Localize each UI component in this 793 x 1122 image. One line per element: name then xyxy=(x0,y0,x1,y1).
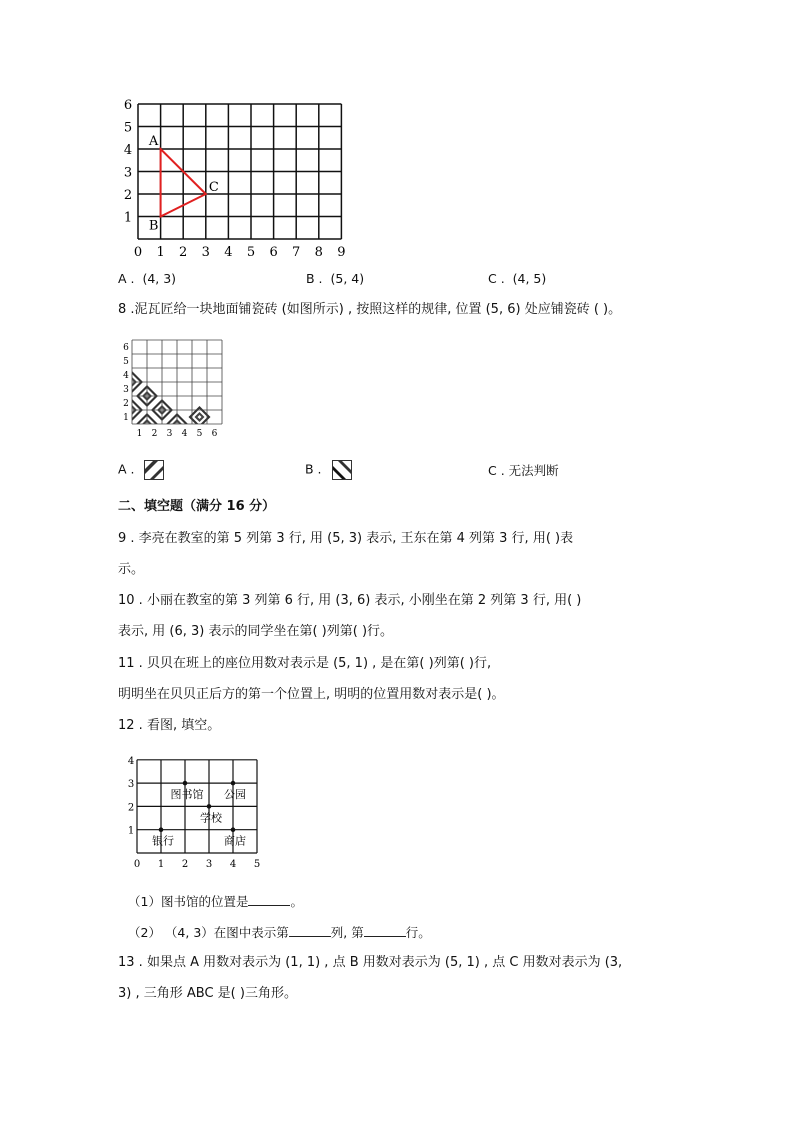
y-tick-label: 3 xyxy=(123,165,133,181)
option-key: C . xyxy=(488,463,505,478)
x-tick-label: 2 xyxy=(151,429,158,439)
q8-tile-grid xyxy=(118,334,228,442)
y-tick-label: 5 xyxy=(123,120,133,136)
y-tick-label: 1 xyxy=(123,210,133,226)
y-tick-label: 4 xyxy=(123,371,129,381)
place-dot xyxy=(231,827,236,832)
option-text: 无法判断 xyxy=(508,463,559,478)
point-label-c: C xyxy=(208,180,219,195)
x-tick-label: 2 xyxy=(179,245,188,260)
sub1-text: （1）图书馆的位置是 xyxy=(128,894,249,909)
sub2-mid: 列, 第 xyxy=(330,925,364,940)
x-tick-label: 4 xyxy=(224,245,233,260)
place-label: 商店 xyxy=(224,834,246,848)
q7-option-c[interactable] xyxy=(488,271,546,286)
y-tick-label: 3 xyxy=(123,385,129,395)
sub1-end: 。 xyxy=(290,894,303,909)
y-tick-label: 2 xyxy=(123,188,133,203)
q7-coordinate-grid xyxy=(110,92,360,264)
x-tick-label: 2 xyxy=(181,859,189,870)
tile-stripes-descending-icon xyxy=(332,460,352,480)
place-dot xyxy=(159,827,164,832)
q12-question: 12 . 看图, 填空。 xyxy=(118,718,221,733)
x-tick-label: 6 xyxy=(269,245,278,260)
x-tick-label: 3 xyxy=(166,429,173,439)
x-tick-label: 4 xyxy=(181,429,188,439)
place-dot xyxy=(207,804,212,809)
x-tick-label: 1 xyxy=(136,429,143,439)
q13-line2: 3) , 三角形 ABC 是( )三角形。 xyxy=(118,986,297,1001)
option-text: (4, 3) xyxy=(142,271,177,286)
y-tick-label: 2 xyxy=(127,802,135,814)
q7-option-a[interactable] xyxy=(118,271,176,286)
option-key: A . xyxy=(118,461,135,477)
point-label-b: B xyxy=(148,218,159,234)
x-tick-label: 5 xyxy=(196,429,203,439)
x-tick-label: 1 xyxy=(156,245,165,260)
x-tick-label: 0 xyxy=(133,245,143,260)
y-tick-label: 1 xyxy=(123,413,129,423)
x-tick-label: 8 xyxy=(314,245,323,260)
sub2-end: 行。 xyxy=(405,925,431,940)
y-tick-label: 4 xyxy=(127,755,135,767)
option-text: (5, 4) xyxy=(330,271,365,286)
q11-line1: 11 . 贝贝在班上的座位用数对表示是 (5, 1) , 是在第( )列第( )行, xyxy=(118,656,492,671)
option-key: B . xyxy=(305,461,322,477)
point-label-a: A xyxy=(148,134,159,149)
x-tick-label: 0 xyxy=(133,859,141,870)
y-tick-label: 1 xyxy=(127,825,135,837)
option-key: A . xyxy=(118,271,135,286)
answer-blank[interactable] xyxy=(289,923,331,937)
y-tick-label: 6 xyxy=(123,343,129,353)
q12-sub1 xyxy=(128,892,303,911)
x-tick-label: 3 xyxy=(201,245,210,260)
place-dot xyxy=(183,781,188,786)
q12-map-grid xyxy=(120,752,270,870)
q7-option-b[interactable] xyxy=(306,271,364,286)
q8-question: 8 .泥瓦匠给一块地面铺瓷砖 (如图所示) , 按照这样的规律, 位置 (5, 6) 处应铺瓷砖 ( )。 xyxy=(118,302,622,317)
x-tick-label: 3 xyxy=(205,859,213,870)
place-label: 银行 xyxy=(152,834,174,848)
q12-sub2 xyxy=(128,923,431,942)
section-title: 二、填空题（满分 16 分） xyxy=(118,499,276,514)
place-label: 学校 xyxy=(200,811,222,825)
option-key: B . xyxy=(306,271,323,286)
place-label: 公园 xyxy=(224,788,246,802)
y-tick-label: 3 xyxy=(127,779,135,791)
x-tick-label: 9 xyxy=(337,245,346,260)
sub2-text: （2） （4, 3）在图中表示第 xyxy=(128,925,289,940)
answer-blank[interactable] xyxy=(364,923,406,937)
x-tick-label: 5 xyxy=(253,859,261,870)
q10-line2: 表示, 用 (6, 3) 表示的同学坐在第( )列第( )行。 xyxy=(118,624,394,639)
y-tick-label: 4 xyxy=(123,143,133,158)
q8-option-a[interactable] xyxy=(118,460,164,480)
q8-option-c[interactable] xyxy=(488,461,559,479)
x-tick-label: 7 xyxy=(292,245,301,260)
option-key: C . xyxy=(488,271,505,286)
q13-line1: 13 . 如果点 A 用数对表示为 (1, 1) , 点 B 用数对表示为 (5, 1) , 点 C 用数对表示为 (3, xyxy=(118,955,623,970)
q10-line1: 10 . 小丽在教室的第 3 列第 6 行, 用 (3, 6) 表示, 小刚坐在第 2 列第 3 行, 用( ) xyxy=(118,593,582,608)
y-tick-label: 6 xyxy=(123,98,133,113)
place-label: 图书馆 xyxy=(170,788,204,802)
x-tick-label: 4 xyxy=(229,859,237,870)
x-tick-label: 5 xyxy=(246,245,256,260)
place-dot xyxy=(231,781,236,786)
y-tick-label: 2 xyxy=(123,399,129,409)
option-text: (4, 5) xyxy=(512,271,547,286)
q11-line2: 明明坐在贝贝正后方的第一个位置上, 明明的位置用数对表示是( )。 xyxy=(118,687,505,702)
q8-option-b[interactable] xyxy=(305,460,352,480)
y-tick-label: 5 xyxy=(123,357,129,367)
tile-stripes-ascending-icon xyxy=(144,460,164,480)
x-tick-label: 6 xyxy=(211,429,218,439)
q9-line1: 9 . 李亮在教室的第 5 列第 3 行, 用 (5, 3) 表示, 王东在第 4 列第 3 行, 用( )表 xyxy=(118,531,574,546)
answer-blank[interactable] xyxy=(248,892,290,906)
q9-line2: 示。 xyxy=(118,562,145,577)
x-tick-label: 1 xyxy=(157,859,165,870)
